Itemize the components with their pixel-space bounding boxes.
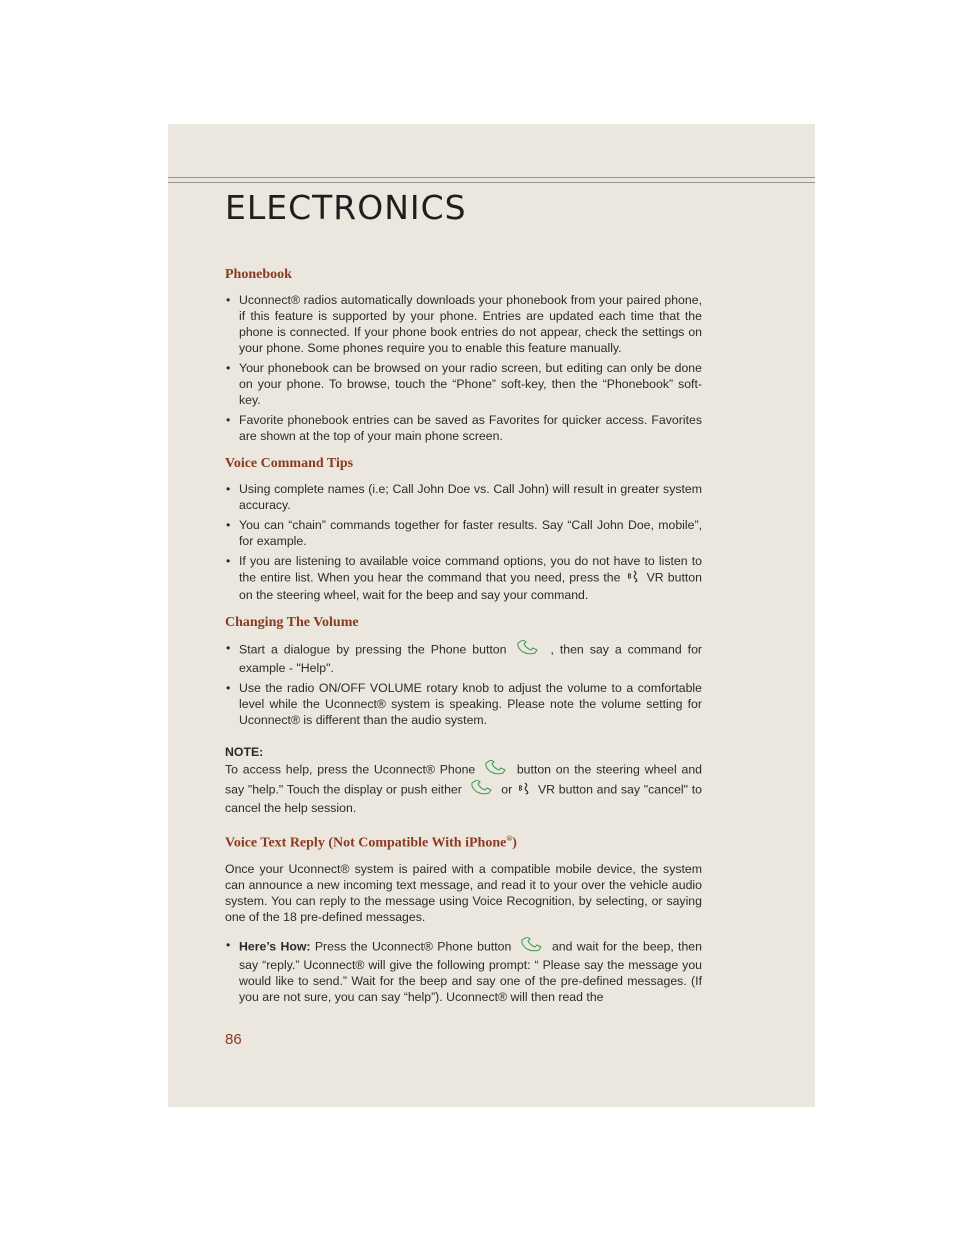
howto-label: Here’s How: [239, 938, 311, 953]
note-part: or [501, 782, 513, 797]
list-text: Start a dialogue by pressing the Phone button [239, 642, 507, 657]
vr-label: VR [646, 570, 664, 585]
list-item: • Use the radio ON/OFF VOLUME rotary knob to adjust the volume to a comfortable level while the Uconnect® system is speaking. Please note the volume setting for Uconnect® is different than the audio system. [225, 680, 702, 728]
list-item: • You can “chain” commands together for faster results. Say “Call John Doe, mobile”, for example. [225, 517, 702, 549]
voice-recognition-icon [628, 569, 644, 587]
voice-tips-list [225, 481, 702, 603]
phone-icon [515, 640, 541, 660]
note-part: button on the steering wheel and say "help." Touch the display or push either [225, 762, 703, 797]
voice-recognition-icon [519, 781, 535, 799]
heading-text: ) [512, 835, 517, 851]
note-text [225, 760, 702, 816]
phone-icon [483, 760, 509, 780]
list-text: button on the steering wheel, wait for the beep and say your command. [239, 570, 702, 602]
vr-label: VR [537, 782, 556, 797]
list-item: • Favorite phonebook entries can be saved as Favorites for quicker access. Favorites are shown at the top of your main phone screen. [225, 412, 702, 444]
list-item [225, 553, 702, 603]
phone-icon [519, 937, 545, 957]
note-label: NOTE: [225, 745, 264, 759]
page-number: 86 [225, 1031, 242, 1048]
list-text: , then say a command for example - "Help". [239, 642, 702, 675]
heading-text: Voice Text Reply (Not Compatible With iPhone [225, 835, 507, 851]
note-part: button and say "cancel" to cancel the help session. [225, 782, 702, 815]
list-item [225, 937, 702, 1005]
volume-heading: Changing The Volume [225, 615, 359, 630]
list-item [225, 640, 702, 676]
list-item: • Using complete names (i.e; Call John Doe vs. Call John) will result in greater system accuracy. [225, 481, 702, 513]
page-content [225, 267, 702, 1017]
phone-icon [469, 780, 495, 800]
volume-list [225, 640, 702, 728]
phonebook-list [225, 292, 702, 444]
list-item: • Your phonebook can be browsed on your radio screen, but editing can only be done on your phone. To browse, touch the “Phone” soft-key, then the “Phonebook” soft-key. [225, 360, 702, 408]
voice-reply-heading [225, 831, 702, 852]
manual-page [168, 124, 815, 1107]
header-rule-bottom [168, 182, 815, 183]
voice-tips-heading: Voice Command Tips [225, 456, 354, 471]
note-part: To access help, press the Uconnect® Phone [225, 762, 476, 777]
voice-reply-list [225, 937, 702, 1005]
registered-mark: ® [506, 834, 513, 843]
list-text: Press the Uconnect® Phone button [314, 938, 512, 953]
header-rule-top [168, 177, 815, 178]
list-text: and wait for the beep, then say “reply.” Uconnect® will give the following prompt: “ Please say the message you would like to send.” Wait for the beep and say one of the pre-defined messages. (If you are not sure, you can say “help”). Uconnect® will then read the [239, 938, 702, 1004]
page-title: ELECTRONICS [225, 188, 467, 227]
list-text: If you are listening to available voice command options, you do not have to listen to the entire list. When you hear the command that you need, press the [239, 554, 702, 585]
list-item: • Uconnect® radios automatically downloads your phonebook from your paired phone, if this feature is supported by your phone. Entries are updated each time that the phone is connected. If your phone book entries do not appear, check the settings on your phone. Some phones require you to enable this feature manually. [225, 292, 702, 356]
phonebook-heading: Phonebook [225, 267, 292, 282]
voice-reply-intro: Once your Uconnect® system is paired with a compatible mobile device, the system can announce a new incoming text message, and read it to your over the vehicle audio system. You can reply to the message using Voice Recognition, by selecting, or saying one of the 18 pre-defined messages. [225, 861, 702, 924]
